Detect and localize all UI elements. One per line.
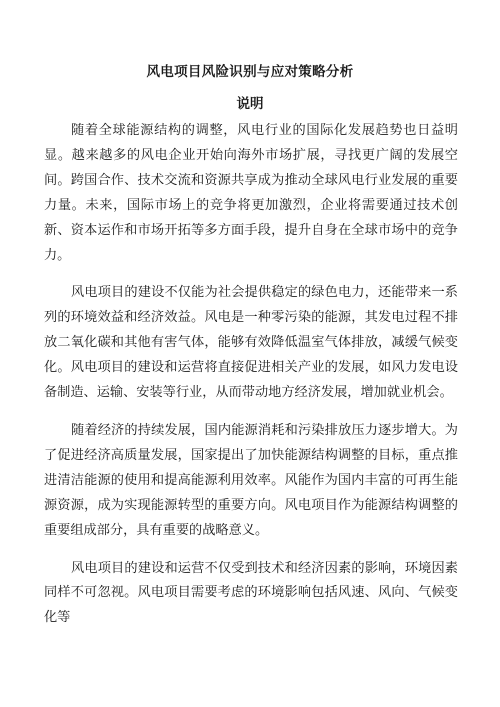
section-heading: 说明 [236, 96, 264, 112]
document-title: 风电项目风险识别与应对策略分析 [146, 64, 354, 80]
paragraph: 风电项目的建设和运营不仅受到技术和经济因素的影响，环境因素同样不可忽视。风电项目需要考虑的环境影响包括风速、风向、气候变化等 [44, 560, 458, 626]
document-body [44, 119, 458, 644]
paragraph: 随着经济的持续发展，国内能源消耗和污染排放压力逐步增大。为了促进经济高质量发展，国家提出了加快能源结构调整的目标，重点推进清洁能源的使用和提高能源利用效率。风能作为国内丰富的可再生能源资源，成为实现能源转型的重要方向。风电项目作为能源结构调整的重要组成部分，具有重要的战略意义。 [44, 422, 458, 538]
paragraph: 随着全球能源结构的调整，风电行业的国际化发展趋势也日益明显。越来越多的风电企业开始向海外市场扩展，寻找更广阔的发展空间。跨国合作、技术交流和资源共享成为推动全球风电行业发展的重要力量。未来，国际市场上的竞争将更加激烈，企业将需要通过技术创新、资本运作和市场开拓等多方面手段，提升自身在全球市场中的竞争力。 [44, 123, 458, 263]
paragraph: 风电项目的建设不仅能为社会提供稳定的绿色电力，还能带来一系列的环境效益和经济效益。风电是一种零污染的能源，其发电过程不排放二氧化碳和其他有害气体，能够有效降低温室气体排放，减缓气候变化。风电项目的建设和运营将直接促进相关产业的发展，如风力发电设备制造、运输、安装等行业，从而带动地方经济发展，增加就业机会。 [44, 285, 458, 401]
